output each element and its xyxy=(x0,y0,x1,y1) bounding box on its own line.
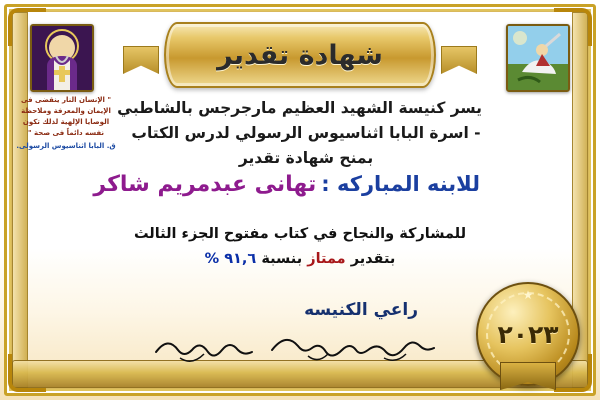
saint-george-icon xyxy=(506,24,570,92)
certificate-title: شهادة تقدير xyxy=(217,39,383,71)
seal-star-icon: ★ xyxy=(522,288,534,302)
body-line-2: - اسرة البابا اثناسيوس الرسولي لدرس الكتاب xyxy=(131,124,481,143)
achievement-block xyxy=(96,222,504,271)
ribbon-tail-right xyxy=(441,46,477,74)
recipient-label: للابنه المباركه : xyxy=(321,172,480,196)
saint-portrait-icon xyxy=(30,24,94,92)
grade-middle: بنسبة xyxy=(261,250,303,267)
body-line-1: يسر كنيسة الشهيد العظيم مارجرجس بالشاطبي xyxy=(117,99,482,117)
signature-handwriting-right xyxy=(264,322,474,364)
quote-source: ق. البابا اثناسيوس الرسولى. xyxy=(16,142,116,151)
ribbon-tail-left xyxy=(123,46,159,74)
recipient-name: تهانى عبدمريم شاكر xyxy=(93,172,317,197)
gold-seal-icon xyxy=(476,282,580,386)
grade-prefix: بتقدير xyxy=(350,250,396,267)
body-text xyxy=(117,96,482,171)
achievement-line: للمشاركة والنجاح في كتاب مفتوح الجزء الثالث xyxy=(133,226,467,242)
grade-line xyxy=(96,247,504,272)
seal-year: ٢٠٢٣ xyxy=(497,319,559,349)
certificate-title-plate xyxy=(164,22,436,88)
left-gold-band xyxy=(12,12,28,388)
quote-text: " الإنسان النار ينقضى فى الإيمان والمعرفة وملاحظة الوصايا الإلهية لذلك تكون نفسه دائماً فى صحة " xyxy=(20,96,112,137)
quote-block xyxy=(14,95,118,152)
body-line-3: بمنح شهادة تقدير xyxy=(238,149,374,168)
grade-value: ممتاز xyxy=(307,250,346,267)
signature-handwriting-left xyxy=(150,326,270,366)
recipient-row xyxy=(93,172,480,197)
grade-percent: ٩١,٦ % xyxy=(204,250,257,267)
signature-title: راعي الكنيسه xyxy=(304,300,418,320)
